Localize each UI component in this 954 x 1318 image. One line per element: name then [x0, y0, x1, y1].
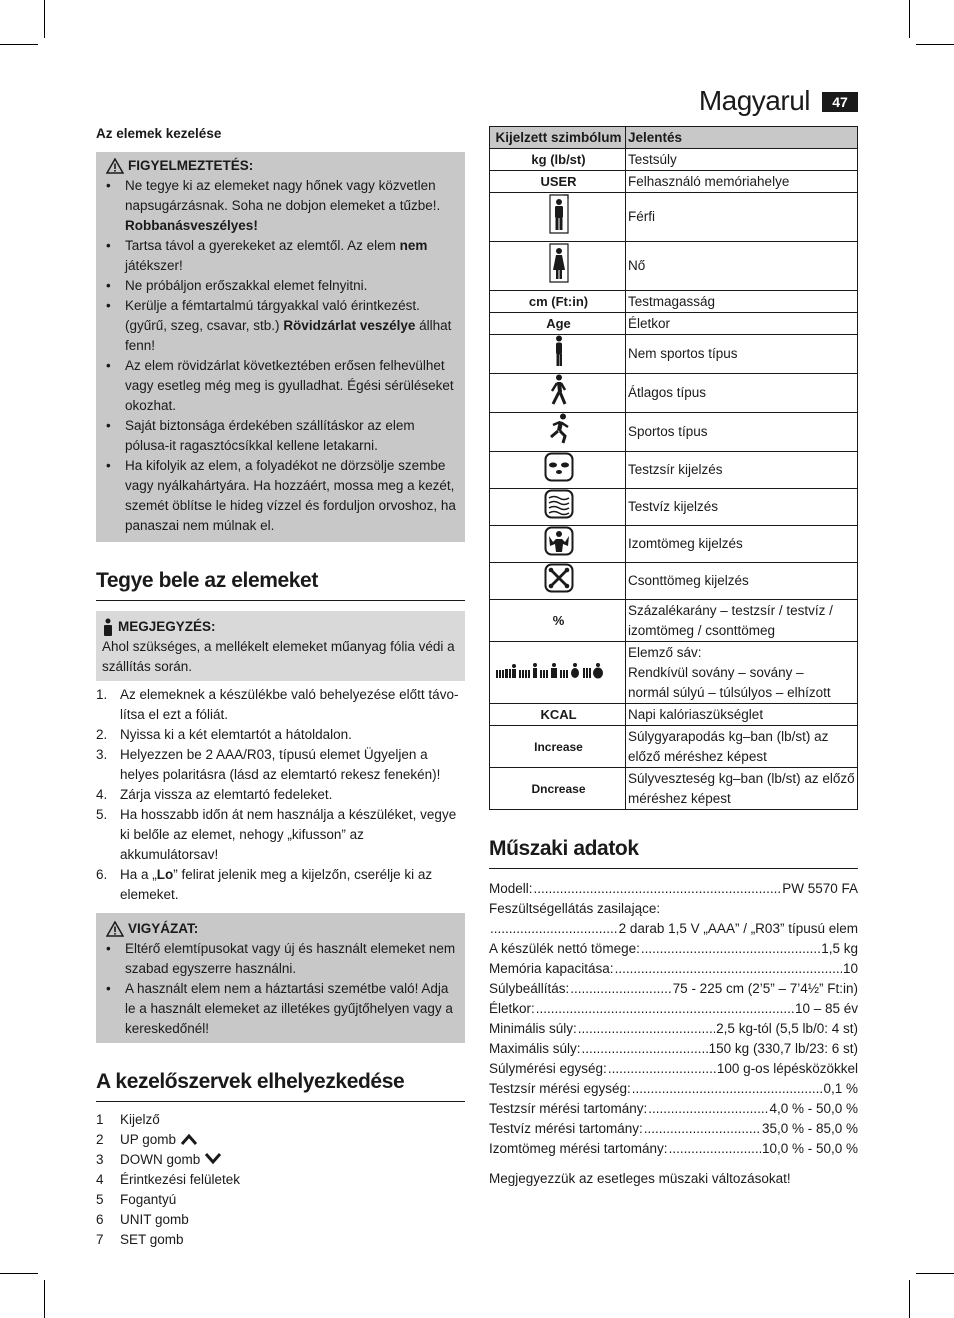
spec-label: Testzsír mérési egység:: [489, 1081, 631, 1096]
spec-row: [489, 959, 858, 979]
crop-mark: [0, 1273, 38, 1274]
crop-mark: [44, 1280, 45, 1318]
spec-row: [489, 1099, 858, 1119]
symbol-text: %: [552, 612, 565, 628]
symbol-cell: [490, 452, 626, 489]
meaning-text: Nem sportos típus: [628, 346, 738, 361]
spec-row: [489, 899, 858, 919]
batteries-handling-title: Az elemek kezelése: [96, 126, 222, 141]
chevron-down-icon: [204, 1153, 222, 1165]
spec-dots: [644, 1119, 761, 1139]
controls-item: [96, 1130, 465, 1150]
symbol-text: KCAL: [540, 706, 577, 722]
spec-value: 2,5 kg-tól (5,5 lb/0: 4 st): [716, 1021, 858, 1036]
meaning-text: Életkor: [628, 315, 671, 331]
controls-item: [96, 1210, 465, 1230]
controls-label: UNIT gomb: [120, 1212, 189, 1227]
symbol-text: Increase: [534, 739, 583, 754]
meaning-cell: [626, 489, 858, 526]
meaning-text: Súlyveszteség kg–ban (lb/st) az előző méréshez képest: [628, 770, 855, 806]
page-number: 47: [822, 92, 858, 112]
warning-item-text: Saját biztonsága érdekében szállításkor az elem pólusa-it ragasztócsíkkal kellene letakarni.: [125, 418, 415, 453]
caution-item: • A használt elem nem a háztartási szemétbe való! Adja le a használt elemeket az illetékes gyűjtőhelyen vagy a kereskedőnél!: [102, 979, 459, 1039]
crop-mark: [909, 0, 910, 38]
table-row: [490, 335, 858, 374]
running-person-icon: [547, 413, 571, 451]
table-row: [490, 313, 858, 335]
spec-dots: [582, 1039, 708, 1059]
step-item: [96, 685, 465, 725]
caution-title-text: VIGYÁZAT:: [128, 921, 199, 936]
table-row: [490, 149, 858, 171]
spec-row: [489, 879, 858, 899]
spec-label: Memória kapacitása:: [489, 961, 614, 976]
spec-value: 10: [842, 961, 858, 976]
meaning-cell: [626, 726, 858, 768]
meaning-text: Testsúly: [628, 151, 677, 167]
symbol-cell: [490, 600, 626, 642]
warning-item: [102, 416, 459, 456]
controls-item: [96, 1230, 465, 1250]
meaning-cell: [626, 374, 858, 413]
warning-item: [102, 276, 459, 296]
bone-mass-icon: [544, 563, 574, 599]
warning-item-text: Ha kifolyik az elem, a folyadékot ne dörzsölje szembe vagy nyálkahártyára. Ha hozzáért, mossa meg a kezét, szemét öblítse le hideg vízzel és forduljon orvoshoz, ha panaszai nem múlnak el.: [125, 458, 456, 533]
warning-title-text: FIGYELMEZTETÉS:: [128, 158, 254, 173]
table-row: [490, 726, 858, 768]
spec-row: [489, 1119, 858, 1139]
spec-dots: [534, 879, 782, 899]
step-text: Zárja vissza az elemtartó fedeleket.: [120, 787, 333, 802]
crop-mark: [0, 44, 38, 45]
warning-item-text: Az elem rövidzárlat következtében erősen felhevülhet vagy esetleg még meg is gyulladhat. Égési sérüléseket okozhat.: [125, 358, 454, 413]
controls-number: 1: [96, 1112, 104, 1127]
table-row: [490, 374, 858, 413]
step-number: 3.: [96, 747, 108, 762]
meaning-cell: [626, 335, 858, 374]
table-row: [490, 563, 858, 600]
spec-value: 100 g-os lépésközökkel: [716, 1061, 858, 1076]
step-number: 1.: [96, 687, 108, 702]
crop-mark: [916, 1273, 954, 1274]
spec-value: 75 - 225 cm (2’5” – 7’4½” Ft:in): [672, 981, 858, 996]
meaning-cell: [626, 642, 858, 704]
table-row: [490, 413, 858, 452]
spec-label: A készülék nettó tömege:: [489, 941, 640, 956]
spec-label: Súlybeállítás:: [489, 981, 570, 996]
spec-row: [489, 919, 858, 939]
meaning-text: Férfi: [628, 209, 655, 224]
symbol-text: USER: [540, 173, 577, 189]
meaning-cell: [626, 291, 858, 313]
spec-dots: [632, 1079, 823, 1099]
step-number: 2.: [96, 727, 108, 742]
table-row: [490, 452, 858, 489]
note-box: [96, 611, 465, 681]
symbol-cell: [490, 768, 626, 810]
table-row: [490, 600, 858, 642]
meaning-text: Testzsír kijelzés: [628, 462, 723, 477]
warning-item-bold: Robbanásveszélyes!: [125, 218, 258, 233]
caution-list: [102, 939, 459, 1039]
muscle-mass-icon: [544, 526, 574, 562]
meaning-text: Izomtömeg kijelzés: [628, 536, 743, 551]
controls-number: 5: [96, 1192, 104, 1207]
standing-person-icon: [552, 335, 566, 373]
warning-item-bold: nem: [399, 238, 428, 253]
table-header-symbol: Kijelzett szimbólum: [490, 127, 626, 149]
spec-value: 150 kg (330,7 lb/23: 6 st): [708, 1041, 858, 1056]
step-text-bold: Lo: [156, 867, 174, 882]
meaning-cell: [626, 242, 858, 291]
controls-item: [96, 1190, 465, 1210]
spec-value: 1,5 kg: [821, 941, 858, 956]
male-icon: [548, 193, 570, 241]
note-text: Ahol szükséges, a mellékelt elemeket műanyag fólia védi a szállítás során.: [102, 639, 455, 674]
warning-item-text: Ne tegye ki az elemeket nagy hőnek vagy közvetlen napsugárzásnak. Soha ne dobjon elemeket a tűzbe!.: [125, 178, 441, 213]
symbol-text: Age: [546, 315, 571, 331]
symbol-text: kg (lb/st): [531, 151, 586, 167]
spec-label: Feszültségellátás zasilające:: [489, 901, 661, 916]
meaning-line: Rendkívül sovány – sovány –: [628, 664, 804, 680]
step-text: Nyissa ki a két elemtartót a hátoldalon.: [120, 727, 352, 742]
table-header-row: [490, 127, 858, 149]
table-row: [490, 768, 858, 810]
meaning-cell: [626, 768, 858, 810]
warning-title: [106, 156, 459, 176]
spec-dots: [641, 939, 820, 959]
spec-label: Izomtömeg mérési tartomány:: [489, 1141, 668, 1156]
spec-dots: [578, 1019, 715, 1039]
insert-batteries-heading: Tegye bele az elemeket: [96, 568, 465, 601]
symbol-cell: [490, 149, 626, 171]
symbol-cell: [490, 413, 626, 452]
chevron-up-icon: [180, 1133, 198, 1145]
warning-list: [102, 176, 459, 536]
controls-number: 4: [96, 1172, 104, 1187]
spec-row: [489, 1139, 858, 1159]
symbol-cell: [490, 193, 626, 242]
spec-row: [489, 979, 858, 999]
spec-dots: [608, 1059, 716, 1079]
meaning-cell: [626, 600, 858, 642]
meaning-line: normál súlyú – túlsúlyos – elhízott: [628, 684, 831, 700]
spec-label: Modell:: [489, 881, 533, 896]
step-text: Ha hosszabb időn át nem használja a készüléket, vegye ki belőle az elemet, nehogy „kifusson” az akkumulátorsav!: [120, 807, 457, 862]
analyzer-bar-icon: [494, 660, 624, 686]
spec-value: PW 5570 FA: [782, 881, 858, 896]
table-row: [490, 193, 858, 242]
table-header-meaning: Jelentés: [626, 127, 858, 149]
spec-value: 0,1 %: [823, 1081, 858, 1096]
table-row: [490, 171, 858, 193]
spec-label: Maximális súly:: [489, 1041, 581, 1056]
warning-item: [102, 456, 459, 536]
symbol-cell: [490, 374, 626, 413]
warning-triangle-icon: [106, 158, 124, 174]
symbol-text: Dncrease: [531, 781, 586, 796]
controls-number: 7: [96, 1232, 104, 1247]
meaning-line: Elemző sáv:: [628, 644, 702, 660]
crop-mark: [909, 1280, 910, 1318]
spec-label: Súlymérési egység:: [489, 1061, 607, 1076]
controls-label: SET gomb: [120, 1232, 184, 1247]
warning-box: [96, 152, 465, 542]
caution-triangle-icon: [106, 921, 124, 937]
step-number: 4.: [96, 787, 108, 802]
meaning-cell: [626, 452, 858, 489]
info-icon: [102, 618, 114, 636]
symbol-cell: [490, 335, 626, 374]
note-title-text: MEGJEGYZÉS:: [118, 619, 216, 634]
spec-row: [489, 1039, 858, 1059]
table-row: [490, 642, 858, 704]
spec-dots: [490, 919, 618, 939]
insert-steps-list: [96, 685, 465, 905]
warning-item-text: állhat fenn!: [125, 318, 452, 353]
crop-mark: [44, 0, 45, 38]
body-water-icon: [544, 489, 574, 525]
spec-label: Minimális súly:: [489, 1021, 577, 1036]
note-title: [102, 617, 459, 637]
symbol-cell: [490, 704, 626, 726]
meaning-text: Testmagasság: [628, 293, 716, 309]
step-text: ” felirat jelenik meg a kijelzőn, cserélje ki az elemeket.: [120, 867, 433, 902]
spec-dots: [615, 959, 842, 979]
body-fat-icon: [544, 452, 574, 488]
table-row: [490, 291, 858, 313]
spec-dots: [536, 999, 794, 1019]
symbol-cell: [490, 526, 626, 563]
caution-box: [96, 913, 465, 1043]
step-item: [96, 785, 465, 805]
meaning-cell: [626, 149, 858, 171]
spec-dots: [648, 1099, 768, 1119]
symbol-cell: [490, 726, 626, 768]
meaning-text: Százalékarány – testzsír / testvíz / izomtömeg / csonttömeg: [628, 602, 833, 638]
spec-label: Életkor:: [489, 1001, 535, 1016]
controls-label: UP gomb: [120, 1132, 177, 1147]
meaning-text: Napi kalóriaszükséglet: [628, 706, 764, 722]
spec-value: 35,0 % - 85,0 %: [761, 1121, 858, 1136]
symbol-cell: [490, 313, 626, 335]
spec-value: 2 darab 1,5 V „AAA” / „R03” típusú elem: [618, 921, 858, 936]
warning-item-text: Tartsa távol a gyerekeket az elemtől. Az elem: [125, 238, 400, 253]
controls-label: Kijelző: [120, 1112, 160, 1127]
spec-dots: [570, 979, 671, 999]
symbol-cell: [490, 242, 626, 291]
warning-item-text: játékszer!: [125, 258, 183, 273]
meaning-cell: [626, 413, 858, 452]
step-text: Ha a „: [120, 867, 157, 882]
step-number: 5.: [96, 807, 108, 822]
symbol-cell: [490, 171, 626, 193]
caution-item: • Eltérő elemtípusokat vagy új és használt elemeket nem szabad egyszerre használni.: [102, 939, 459, 979]
controls-number: 2: [96, 1132, 104, 1147]
spec-row: [489, 1059, 858, 1079]
page-title: Magyarul: [698, 85, 810, 116]
symbols-table: [489, 126, 858, 810]
controls-label: DOWN gomb: [120, 1152, 201, 1167]
spec-row: [489, 1079, 858, 1099]
symbol-cell: [490, 563, 626, 600]
spec-row: [489, 939, 858, 959]
warning-item-text: Kerülje a fémtartalmú tárgyakkal való érintkezést. (gyűrű, szeg, csavar, stb.): [125, 298, 420, 333]
warning-item-bold: Rövidzárlat veszélye: [283, 318, 416, 333]
tech-note: Megjegyezzük az esetleges müszaki változásokat!: [489, 1171, 791, 1186]
symbol-cell: [490, 291, 626, 313]
table-row: [490, 242, 858, 291]
meaning-text: Sportos típus: [628, 424, 708, 439]
step-text: Helyezzen be 2 AAA/R03, típusú elemet Ügyeljen a helyes polaritásra (lásd az elemtartó rekesz fenekén)!: [120, 747, 441, 782]
spec-label: Testvíz mérési tartomány:: [489, 1121, 643, 1136]
controls-number: 6: [96, 1212, 104, 1227]
warning-item: [102, 236, 459, 276]
caution-title: [106, 919, 459, 939]
spec-row: [489, 1019, 858, 1039]
walking-person-icon: [548, 374, 570, 412]
meaning-cell: [626, 704, 858, 726]
meaning-cell: [626, 193, 858, 242]
warning-item: [102, 296, 459, 356]
tech-data-list: [489, 879, 858, 1159]
controls-label: Érintkezési felületek: [120, 1172, 241, 1187]
crop-mark: [916, 44, 954, 45]
table-row: [490, 489, 858, 526]
controls-number: 3: [96, 1152, 104, 1167]
tech-data-heading: Műszaki adatok: [489, 836, 858, 869]
meaning-text: Csonttömeg kijelzés: [628, 573, 749, 588]
step-item: [96, 865, 465, 905]
symbol-text: cm (Ft:in): [528, 293, 589, 309]
meaning-text: Átlagos típus: [628, 385, 707, 400]
spec-value: 4,0 % - 50,0 %: [769, 1101, 858, 1116]
step-item: [96, 745, 465, 785]
spec-label: Testzsír mérési tartomány:: [489, 1101, 648, 1116]
right-column: [489, 126, 858, 1189]
controls-item: [96, 1110, 465, 1130]
table-row: [490, 526, 858, 563]
meaning-cell: [626, 563, 858, 600]
meaning-cell: [626, 171, 858, 193]
step-item: [96, 805, 465, 865]
controls-item: [96, 1170, 465, 1190]
meaning-cell: [626, 526, 858, 563]
warning-item: [102, 356, 459, 416]
step-text: Az elemeknek a készülékbe való behelyezése előtt távo-lítsa el ezt a fóliát.: [120, 687, 459, 722]
female-icon: [548, 242, 570, 290]
step-item: [96, 725, 465, 745]
controls-label: Fogantyú: [120, 1192, 177, 1207]
spec-value: 10,0 % - 50,0 %: [761, 1141, 858, 1156]
spec-value: 10 – 85 év: [794, 1001, 858, 1016]
table-row: [490, 704, 858, 726]
left-column: [96, 124, 465, 1250]
spec-dots: [669, 1139, 761, 1159]
symbol-cell: [490, 489, 626, 526]
controls-list: [96, 1110, 465, 1250]
meaning-text: Súlygyarapodás kg–ban (lb/st) az előző méréshez képest: [628, 728, 829, 764]
meaning-text: Nő: [628, 258, 646, 273]
meaning-text: Felhasználó memóriahelye: [628, 173, 790, 189]
meaning-text: Testvíz kijelzés: [628, 499, 719, 514]
warning-item: [102, 176, 459, 236]
symbol-cell: [490, 642, 626, 704]
step-number: 6.: [96, 867, 108, 882]
controls-heading: A kezelőszervek elhelyezkedése: [96, 1069, 465, 1102]
controls-item: [96, 1150, 465, 1170]
warning-item-text: Ne próbáljon erőszakkal elemet felnyitni.: [125, 278, 368, 293]
meaning-cell: [626, 313, 858, 335]
spec-row: [489, 999, 858, 1019]
